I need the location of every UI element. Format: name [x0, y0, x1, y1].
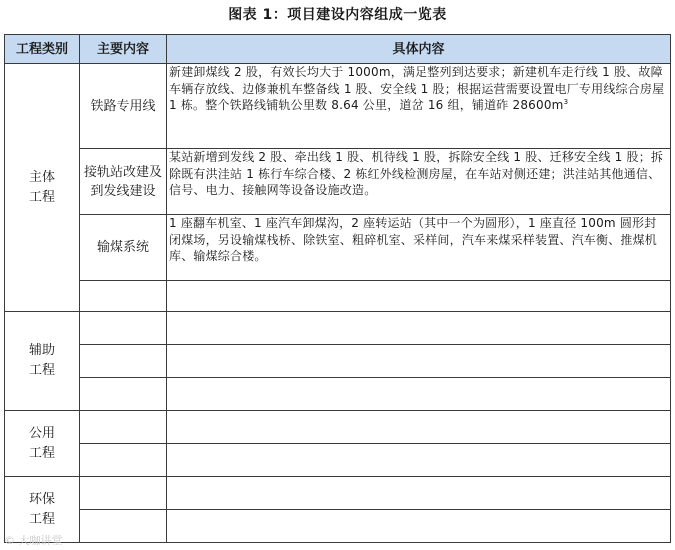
detail-cell	[167, 345, 671, 378]
detail-cell	[167, 444, 671, 477]
project-content-table	[4, 34, 671, 543]
table-row	[5, 149, 671, 215]
table-row	[5, 345, 671, 378]
detail-cell	[167, 477, 671, 510]
category-label: 辅助 工程	[28, 343, 55, 378]
main-item-cell	[80, 345, 167, 378]
category-label: 环保 工程	[28, 491, 55, 527]
table-row	[5, 312, 671, 345]
table-row	[5, 281, 671, 312]
main-item-cell	[80, 510, 167, 543]
table-row	[5, 510, 671, 543]
detail-cell	[167, 281, 671, 312]
category-label: 公用 工程	[28, 425, 55, 461]
main-item-cell: 铁路专用线	[80, 64, 167, 149]
detail-cell	[167, 64, 671, 149]
table-row	[5, 477, 671, 510]
main-item-cell: 接轨站改建及到发线建设	[80, 149, 167, 215]
category-cell	[5, 312, 80, 411]
table-title: 图表 1：项目建设内容组成一览表	[228, 7, 447, 23]
header-main-content: 主要内容	[80, 35, 167, 64]
header-category: 工程类别	[5, 35, 80, 64]
table-row	[5, 64, 671, 149]
main-item-cell	[80, 281, 167, 312]
detail-superscript: 3	[563, 98, 569, 106]
main-item-cell	[80, 444, 167, 477]
main-item-cell: 输煤系统	[80, 215, 167, 281]
detail-cell	[167, 510, 671, 543]
watermark: © 大咖讲堂	[4, 534, 63, 547]
table-row	[5, 444, 671, 477]
header-detail: 具体内容	[167, 35, 671, 64]
detail-cell	[167, 312, 671, 345]
detail-cell	[167, 378, 671, 411]
main-item-cell	[80, 312, 167, 345]
detail-cell: 某站新增到发线 2 股、牵出线 1 股、机待线 1 股，拆除安全线 1 股、迁移安全线 1 股；拆除既有洪洼站 1 栋行车综合楼、2 栋红外线检测房屋，在车站对侧还建；洪洼站其他通信、信号、电力、接触网等设备设施改造。	[167, 149, 671, 215]
category-cell	[5, 64, 80, 312]
detail-cell	[167, 411, 671, 444]
category-cell	[5, 411, 80, 477]
main-item-cell	[80, 378, 167, 411]
main-item-cell	[80, 411, 167, 444]
category-label: 主体 工程	[28, 169, 55, 205]
detail-cell: 1 座翻车机室、1 座汽车卸煤沟，2 座转运站（其中一个为圆形），1 座直径 100m 圆形封闭煤场，另设输煤栈桥、除铁室、粗碎机室、采样间，汽车来煤采样装置、汽车衡、推煤机库、输煤综合楼。	[167, 215, 671, 281]
detail-text: 新建卸煤线 2 股，有效长均大于 1000m，满足整列到达要求；新建机车走行线 1 股、故障车辆存放线、边修兼机车整备线 1 股、安全线 1 股；根据运营需要设置电厂专用线综合房屋 1 栋。整个铁路线铺轨公里数 8.64 公里，道岔 16 组，铺道砟 28600m	[169, 65, 665, 112]
table-header-row	[5, 35, 671, 64]
table-row	[5, 411, 671, 444]
table-row	[5, 215, 671, 281]
table-row	[5, 378, 671, 411]
main-item-cell	[80, 477, 167, 510]
